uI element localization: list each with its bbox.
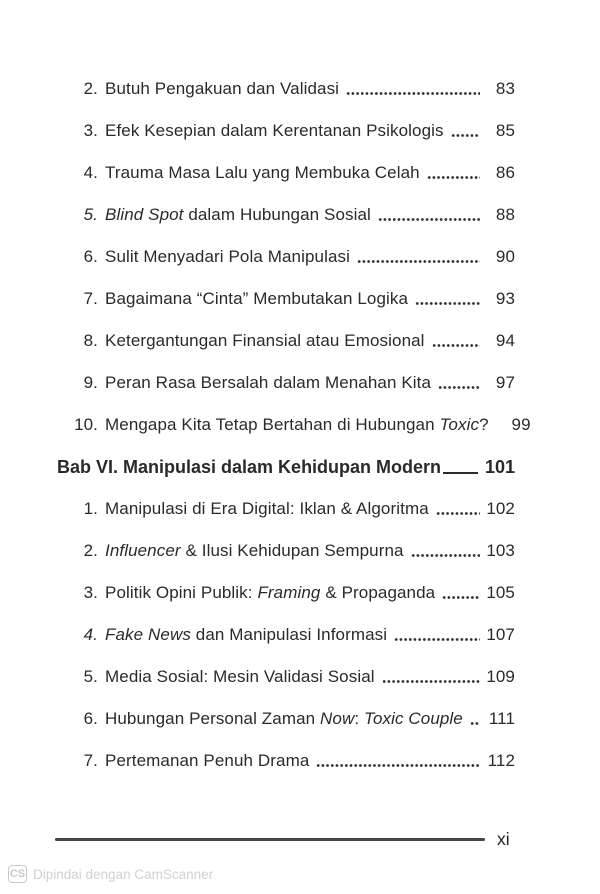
entry-title-italic-segment: Blind Spot (105, 205, 184, 224)
entry-title-segment: Mengapa Kita Tetap Bertahan di Hubungan (105, 415, 440, 434)
entry-title-segment: Media Sosial: Mesin Validasi Sosial (105, 667, 375, 686)
entry-title-segment: Hubungan Personal Zaman (105, 709, 321, 728)
chapter-heading-title: Bab VI. Manipulasi dalam Kehidupan Modern (57, 457, 442, 477)
entry-title (105, 488, 429, 530)
entry-page-number: 99 (511, 415, 531, 434)
leader-dots (394, 637, 480, 642)
entry-page-number: 94 (495, 331, 515, 350)
leader-dots (438, 385, 480, 390)
toc-entry (65, 530, 515, 572)
entry-title (105, 236, 350, 278)
entry-page-number: 86 (495, 163, 515, 182)
entry-page-number: 83 (495, 79, 515, 98)
entry-title-italic-segment: Influencer (105, 541, 181, 560)
leader-dots (432, 343, 480, 348)
entry-title-segment: Sulit Menyadari Pola Manipulasi (105, 247, 351, 266)
entry-number: 5. (83, 667, 98, 686)
entry-number: 10. (74, 415, 98, 434)
entry-number: 9. (83, 373, 98, 392)
footer-rule (55, 838, 485, 841)
entry-page-number: 88 (495, 205, 515, 224)
entry-title (105, 572, 435, 614)
leader-dots (411, 553, 480, 558)
toc-entry (65, 572, 515, 614)
entry-number: 4. (83, 163, 98, 182)
entry-title-italic-segment: Framing (257, 583, 321, 602)
entry-title (105, 614, 387, 656)
leader-dots (357, 259, 480, 264)
entry-title-segment: Manipulasi di Era Digital: Iklan & Algoritma (105, 499, 429, 518)
toc-entry (65, 362, 515, 404)
entry-title (105, 320, 425, 362)
leader-dots (382, 679, 480, 684)
entry-title-segment: Ketergantungan Finansial atau Emosional (105, 331, 425, 350)
entry-page-number: 109 (486, 667, 515, 686)
entry-number: 8. (83, 331, 98, 350)
entry-title-segment: Peran Rasa Bersalah dalam Menahan Kita (105, 373, 432, 392)
leader-dots (316, 763, 480, 768)
entry-title-segment: Trauma Masa Lalu yang Membuka Celah (105, 163, 420, 182)
entry-number: 7. (83, 289, 98, 308)
entry-title-italic-segment: Toxic (439, 415, 480, 434)
entry-number: 3. (83, 121, 98, 140)
entry-number: 6. (83, 247, 98, 266)
toc-entry (65, 614, 515, 656)
entry-title-segment: Bagaimana “Cinta” Membutakan Logika (105, 289, 409, 308)
entry-number: 2. (83, 79, 98, 98)
entry-page-number: 105 (486, 583, 515, 602)
entry-title-segment: : (354, 709, 365, 728)
entry-page-number: 90 (495, 247, 515, 266)
leader-dots (415, 301, 480, 306)
entry-number: 3. (83, 583, 98, 602)
entry-page-number: 103 (486, 541, 515, 560)
entry-title (105, 68, 339, 110)
page-number-roman: xi (497, 829, 510, 849)
entry-page-number: 107 (486, 625, 515, 644)
toc-entry (65, 110, 515, 152)
camscanner-badge-icon: CS (8, 865, 27, 883)
toc-entry (65, 698, 515, 740)
entry-title (105, 152, 420, 194)
entry-title-segment: & Ilusi Kehidupan Sempurna (180, 541, 404, 560)
entry-title-italic-segment: Now (320, 709, 355, 728)
entry-number: 5. (83, 205, 98, 224)
entry-title (105, 530, 404, 572)
toc-entry (65, 404, 531, 446)
toc-entry (65, 194, 515, 236)
entry-page-number: 112 (487, 751, 515, 770)
entry-title-segment: ? (479, 415, 489, 434)
leader-dots (436, 511, 480, 516)
entry-page-number: 102 (486, 499, 515, 518)
chapter-heading-rule (443, 472, 478, 474)
toc-entry (65, 152, 515, 194)
camscanner-watermark (8, 865, 213, 883)
entry-title (105, 278, 408, 320)
entry-title-segment: Politik Opini Publik: (105, 583, 258, 602)
chapter-heading-row (57, 446, 515, 488)
entry-title-segment: & Propaganda (320, 583, 436, 602)
toc-entry (65, 236, 515, 278)
entry-title (105, 740, 309, 782)
entry-number: 7. (83, 751, 98, 770)
entry-title (105, 110, 444, 152)
toc-entry (65, 656, 515, 698)
entry-page-number: 93 (495, 289, 515, 308)
entry-title (105, 698, 463, 740)
camscanner-text: Dipindai dengan CamScanner (33, 866, 214, 882)
entry-number: 2. (83, 541, 98, 560)
entry-number: 1. (83, 499, 98, 518)
entry-title-segment: dalam Hubungan Sosial (183, 205, 371, 224)
entry-number: 6. (83, 709, 98, 728)
entry-title (105, 194, 371, 236)
toc-entry (65, 740, 515, 782)
chapter-heading-page-number: 101 (484, 457, 515, 477)
entry-title (105, 362, 431, 404)
leader-dots (451, 133, 480, 138)
entry-title-segment: Pertemanan Penuh Drama (105, 751, 310, 770)
entry-title-segment: Butuh Pengakuan dan Validasi (105, 79, 340, 98)
entry-page-number: 85 (495, 121, 515, 140)
entry-title (105, 656, 375, 698)
toc-entry (65, 320, 515, 362)
entry-title-segment: dan Manipulasi Informasi (190, 625, 388, 644)
entry-title-italic-segment: Fake News (105, 625, 191, 644)
entry-page-number: 97 (495, 373, 515, 392)
leader-dots (442, 595, 480, 600)
entry-title-segment: Efek Kesepian dalam Kerentanan Psikologis (105, 121, 444, 140)
leader-dots (378, 217, 480, 222)
leader-dots (427, 175, 480, 180)
leader-dots (346, 91, 480, 96)
entry-page-number: 111 (488, 709, 515, 728)
toc-entry (65, 68, 515, 110)
entry-number: 4. (83, 625, 98, 644)
leader-dots (470, 721, 480, 726)
toc-entry (65, 488, 515, 530)
entry-title-italic-segment: Toxic Couple (364, 709, 463, 728)
toc-entry (65, 278, 515, 320)
entry-title (105, 404, 489, 446)
